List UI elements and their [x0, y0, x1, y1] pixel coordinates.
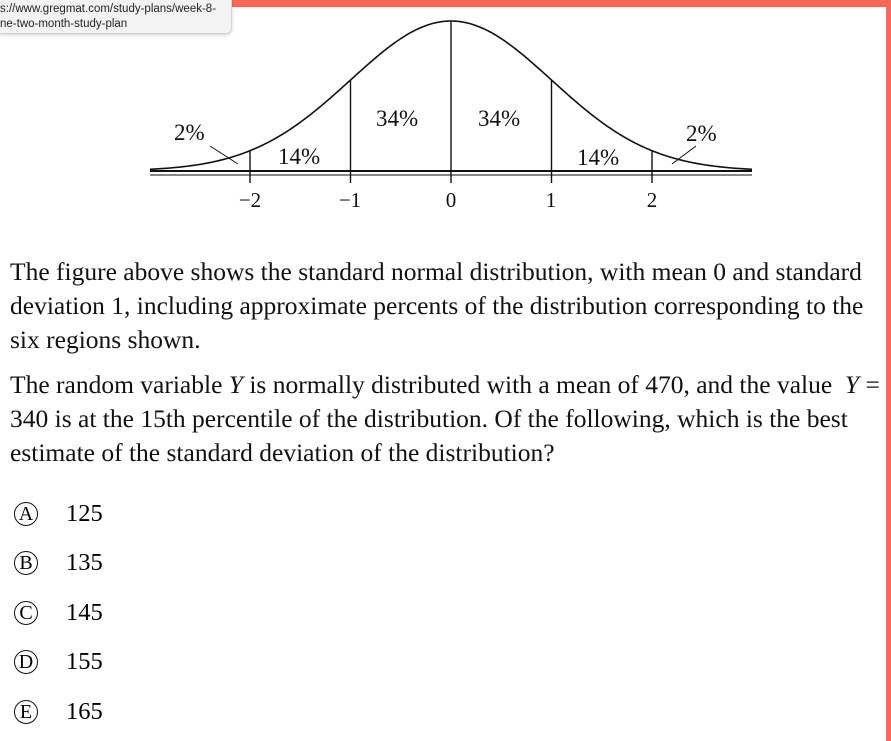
choice-letter-d: D — [14, 650, 38, 674]
choice-value-d: 155 — [66, 648, 103, 676]
label-left-inner: 34% — [376, 106, 419, 131]
choice-b[interactable] — [14, 539, 103, 589]
url-line-1: s://www.gregmat.com/study-plans/week-8- — [0, 3, 217, 15]
choice-e[interactable] — [14, 687, 103, 737]
choice-letter-b: B — [14, 551, 38, 575]
tick-label-minus1: −1 — [338, 188, 362, 212]
choice-value-c: 145 — [66, 598, 103, 626]
choice-letter-e: E — [14, 700, 38, 724]
question-intro: The figure above shows the standard normal distribution, with mean 0 and standard deviation 1, including approximate percents of the distribution corresponding to the six regions shown. — [10, 257, 864, 354]
label-right-outer: 14% — [577, 145, 620, 170]
url-tooltip — [0, 0, 232, 34]
question-prompt: The random variable Y is normally distributed with a mean of 470, and the value Y = 340 is at the 15th percentile of the distribution. Of the following, which is the best estimate of the standard deviation of the distribution? — [10, 370, 880, 467]
label-far-right: 2% — [686, 121, 717, 146]
choice-d[interactable] — [14, 638, 103, 688]
url-line-2: ne-two-month-study-plan — [0, 18, 128, 30]
tick-label-minus2: −2 — [238, 188, 262, 212]
label-far-left: 2% — [174, 120, 205, 145]
choice-value-a: 125 — [66, 499, 103, 527]
choice-c[interactable] — [14, 588, 103, 638]
tick-label-0: 0 — [445, 188, 457, 212]
choice-a[interactable] — [14, 489, 103, 539]
choice-letter-c: C — [14, 601, 38, 625]
question-block — [10, 255, 880, 481]
normal-distribution-diagram — [140, 14, 760, 224]
choice-value-e: 165 — [66, 697, 103, 725]
choice-value-b: 135 — [66, 549, 103, 577]
answer-choices — [14, 489, 103, 737]
tick-label-1: 1 — [545, 188, 557, 212]
label-left-outer: 14% — [278, 144, 321, 169]
label-right-inner: 34% — [478, 106, 521, 131]
choice-letter-a: A — [14, 502, 38, 526]
tick-label-2: 2 — [646, 188, 658, 212]
page-content — [0, 7, 886, 741]
